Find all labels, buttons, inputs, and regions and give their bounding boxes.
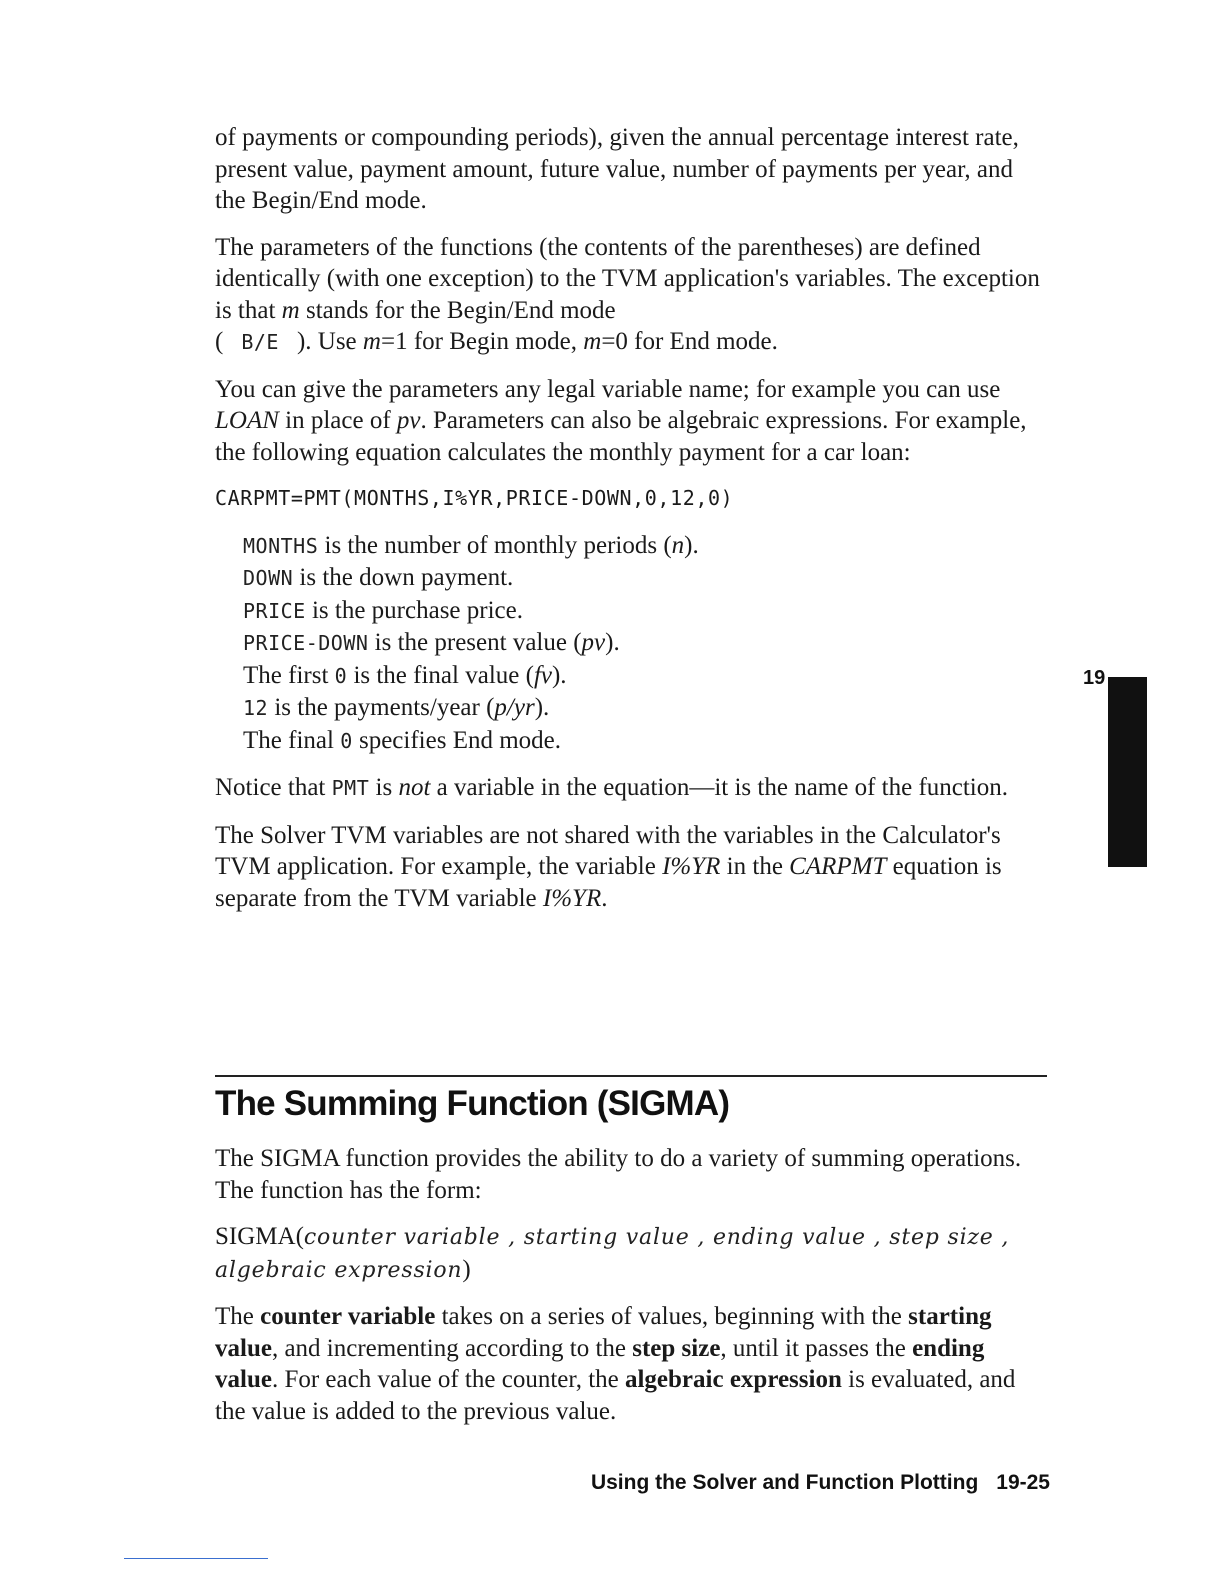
sigma-form: SIGMA(counter variable , starting value , ending value , step size , algebraic expression) <box>215 1223 1010 1283</box>
sigma-intro-paragraph: The SIGMA function provides the ability to do a variety of summing operations. The function has the form: <box>215 1145 1022 1204</box>
intro-paragraph-2: The parameters of the functions (the contents of the parentheses) are defined identically (with one exception) to the TVM application's variables. The exception is that m stands for the Begin/End mode ( B/E ). Use m=1 for Begin mode, m=0 for End mode. <box>215 232 1045 359</box>
footer-title: Using the Solver and Function Plotting <box>590 1471 979 1494</box>
definition-item: PRICE is the purchase price. <box>243 596 523 624</box>
page-footer <box>525 1471 1050 1495</box>
definition-item: The final 0 specifies End mode. <box>243 726 562 754</box>
section-heading: The Summing Function (SIGMA) <box>215 1084 730 1123</box>
section-divider <box>215 1075 1047 1077</box>
chapter-tab-bar <box>1108 677 1147 867</box>
solver-paragraph: The Solver TVM variables are not shared with the variables in the Calculator's TVM application. For example, the variable I%YR in the CARPMT equation is separate from the TVM variable I%YR. <box>215 821 1002 912</box>
definition-list <box>243 530 1045 758</box>
intro-paragraph-3: You can give the parameters any legal variable name; for example you can use LOAN in place of pv. Parameters can also be algebraic expressions. For example, the following equation calculates the monthly payment for a car loan: <box>215 375 1027 466</box>
definition-item: MONTHS is the number of monthly periods (n). <box>243 531 699 559</box>
definition-item: PRICE-DOWN is the present value (pv). <box>243 629 620 656</box>
chapter-tab-number: 19 <box>1083 667 1106 689</box>
decorative-underline <box>124 1558 268 1559</box>
sigma-section-body <box>215 1143 1045 1442</box>
notice-paragraph: Notice that PMT is not a variable in the equation—it is the name of the function. <box>215 774 1009 801</box>
carpmt-equation: CARPMT=PMT(MONTHS,I%YR,PRICE-DOWN,0,12,0) <box>215 486 734 510</box>
sigma-description: The counter variable takes on a series of values, beginning with the starting value, and incrementing according to the step size, until it passes the ending value. For each value of the counter, the algebraic expression is evaluated, and the value is added to the previous value. <box>215 1303 1016 1425</box>
page-number: 19-25 <box>996 1471 1050 1494</box>
definition-item: The first 0 is the final value (fv). <box>243 661 567 689</box>
page-body <box>215 122 1045 929</box>
definition-item: 12 is the payments/year (p/yr). <box>243 694 550 721</box>
intro-paragraph-1: of payments or compounding periods), given the annual percentage interest rate, present value, payment amount, future value, number of payments per year, and the Begin/End mode. <box>215 124 1019 214</box>
definition-item: DOWN is the down payment. <box>243 564 514 591</box>
be-softkey-label: B/E <box>241 330 279 354</box>
